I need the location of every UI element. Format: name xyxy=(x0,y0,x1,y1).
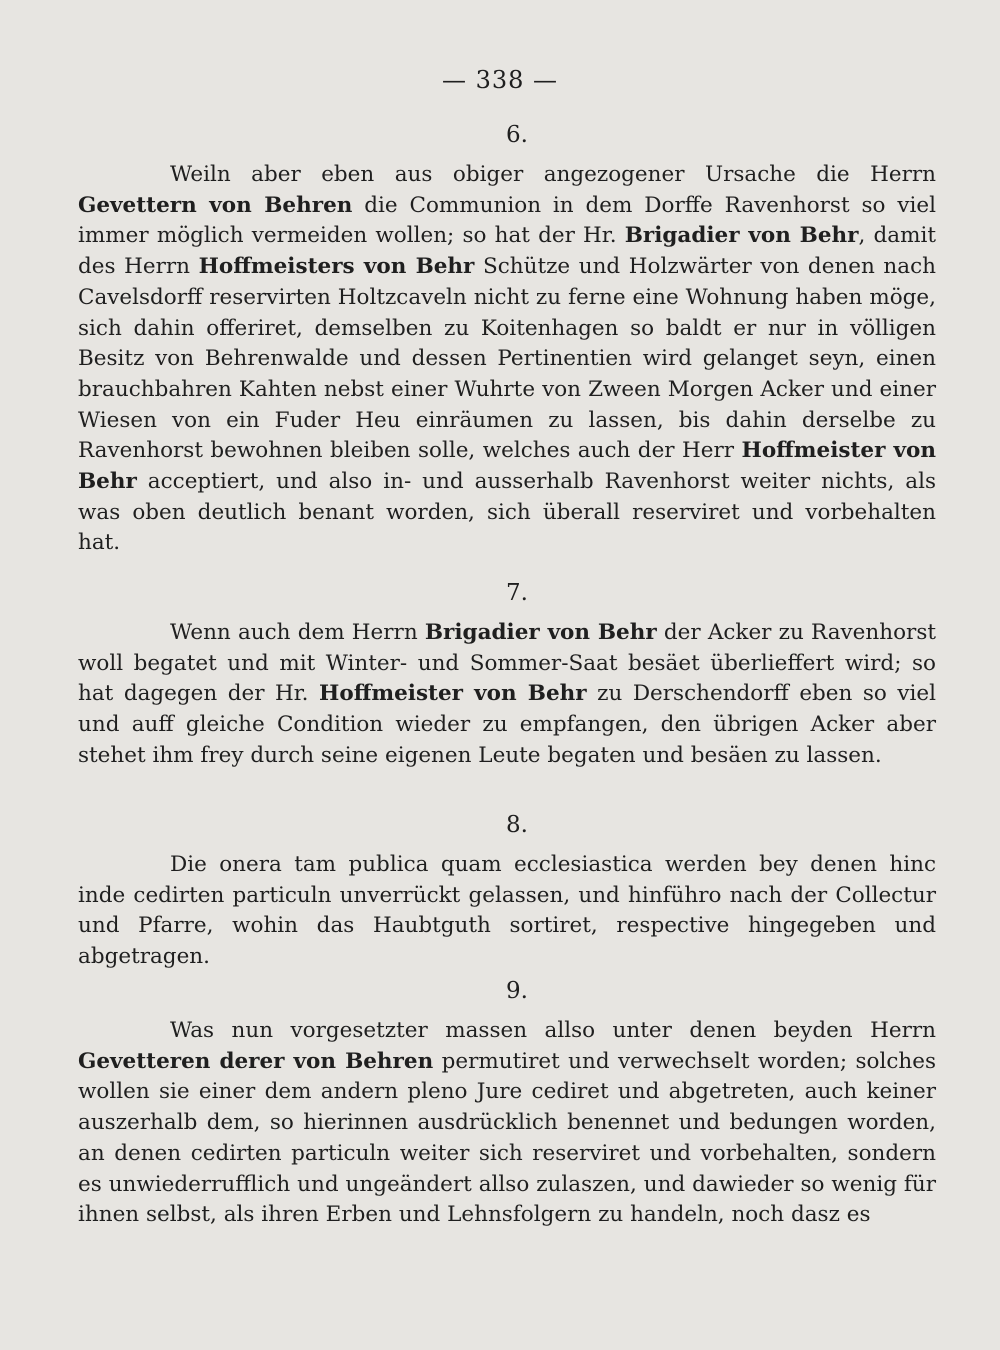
text: , damit des Herrn xyxy=(78,223,936,280)
text: Die onera tam publica quam ecclesiastica werden bey denen hinc inde cedirten particuln unverrückt gelassen, und hinführo nach der Collectur und Pfarre, wohin das Haubtguth sortiret, respective hingegeben und abgetragen. xyxy=(78,852,936,970)
text: Schütze und Holzwärter von denen nach Cavelsdorff reservirten Holtzcaveln nicht zu ferne eine Wohnung haben möge, sich dahin offeriret, demselben zu Koitenhagen so baldt er nur in völligen Besitz von Behrenwalde und dessen Pertinentien wird gelanget seyn, einen brauchbahren Kahten nebst einer Wuhrte von Zween Morgen Acker und einer Wiesen von ein Fuder Heu einräumen zu lassen, bis dahin derselbe zu Ravenhorst bewohnen bleiben solle, welches auch der Herr xyxy=(78,254,936,464)
section-number: 9. xyxy=(506,978,528,1004)
bold-text: Hoffmeisters von Behr xyxy=(198,254,475,280)
bold-text: Gevetteren derer von Behren xyxy=(78,1048,434,1074)
section-paragraph xyxy=(78,1016,936,1231)
section-8 xyxy=(78,812,936,973)
section-6 xyxy=(78,122,936,559)
section-number: 6. xyxy=(506,122,528,148)
section-paragraph xyxy=(78,618,936,772)
text: zu Derschendorff eben so viel und auff gleiche Condition wieder zu empfangen, den übrigen Acker aber stehet ihm frey durch seine eigenen Leute begaten und besäen zu lassen. xyxy=(78,681,937,768)
text: Wenn auch dem Herrn xyxy=(170,620,425,645)
section-7 xyxy=(78,580,936,772)
section-number: 7. xyxy=(506,580,528,606)
text: Weiln aber eben aus obiger angezogener Ursache die Herrn xyxy=(170,162,936,187)
bold-text: Brigadier von Behr xyxy=(424,620,657,645)
bold-text: Hoffmeister von Behr xyxy=(319,681,587,707)
text: der Acker zu Ravenhorst woll begatet und mit Winter- und Sommer-Saat besäet überlieffert wird; so hat dagegen der Hr. xyxy=(78,620,936,707)
section-number: 8. xyxy=(506,812,528,838)
bold-text: Hoffmeister von Behr xyxy=(78,438,937,495)
section-paragraph xyxy=(78,850,936,973)
section-9 xyxy=(78,978,936,1231)
section-paragraph xyxy=(78,160,936,559)
bold-text: Brigadier von Behr xyxy=(624,223,859,249)
text: permutiret und verwechselt worden; solches wollen sie einer dem andern pleno Jure cediret und abgetreten, auch keiner auszerhalb dem, so hierinnen ausdrücklich benennet und bedungen worden, an denen cedirten particuln weiter sich reserviret und vorbehalten, sondern es unwiederrufflich und ungeändert allso zulaszen, und dawieder so wenig für ihnen selbst, als ihren Erben und Lehnsfolgern zu handeln, noch dasz es xyxy=(78,1048,936,1228)
page-number: — 338 — xyxy=(441,66,559,94)
text: Was nun vorgesetzter massen allso unter denen beyden Herrn xyxy=(170,1018,936,1043)
text: acceptiert, und also in- und ausserhalb Ravenhorst weiter nichts, als was oben deutlich benant worden, sich überall reserviret und vorbehalten hat. xyxy=(78,469,936,556)
bold-text: Gevettern von Behren xyxy=(78,192,353,218)
text: die Communion in dem Dorffe Ravenhorst so viel immer möglich vermeiden wollen; so hat der Hr. xyxy=(78,192,936,249)
